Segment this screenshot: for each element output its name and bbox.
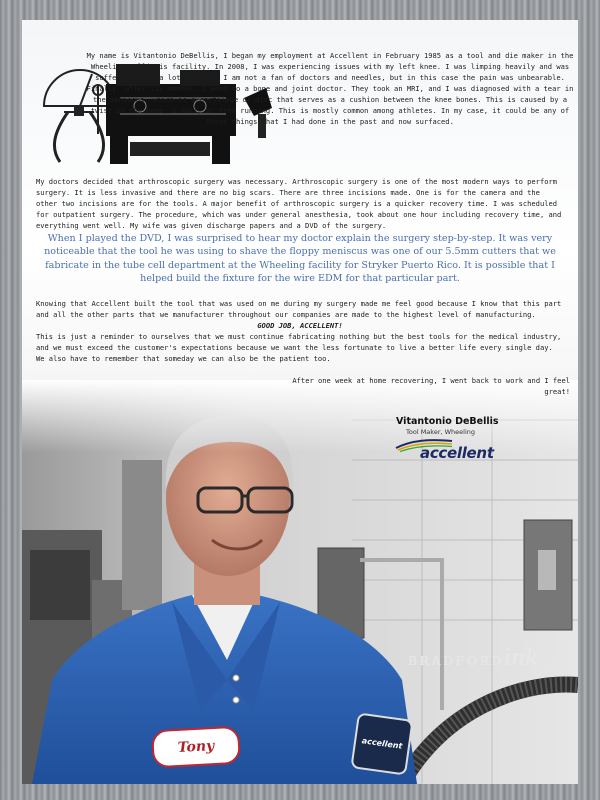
employee-caption <box>394 416 554 462</box>
story-reminder: This is just a reminder to ourselves that we must continue fabricating nothing but the best tools for the medical industry, and we must exceed the customer's expectations because we want the less fortunate to live a better life every single day. We also have to remember that someday we can also be the patient too. <box>36 332 562 363</box>
story-closing: After one week at home recovering, I went back to work and I feel great! <box>292 376 570 396</box>
employee-name: Vitantonio DeBellis <box>396 416 499 427</box>
good-job-heading: GOOD JOB, ACCELLENT! <box>257 321 343 330</box>
name-badge: Tony <box>151 726 241 769</box>
company-logo <box>394 438 554 462</box>
story-pride <box>36 298 564 364</box>
story-intro: My name is Vitantonio DeBellis, I began my employment at Accellent in February 1985 as a tool and die maker in the Wheeling, Illinois facility. In 2008, I was experiencing issues with my left knee. I was limping heavily and was suffering from a lot of pain. I am not a fan of doctors and needles, but in this case the pain was unbearable. Finally, after six months, I went to a bone and joint doctor. They took an MRI, and I was diagnosed with a tear in the meniscus, which is a cartilage or disc that serves as a cushion between the knee bones. This is caused by a twist in the knee, a fall, or from running. This is mostly common among athletes. In my case, it could be any of these things that I had done in the past and now surfaced. <box>86 51 574 126</box>
company-logo-text: accellent <box>420 444 494 462</box>
bradford-ink-credit <box>408 646 558 671</box>
plaque-panel <box>22 20 578 784</box>
chest-patch: accellent <box>350 712 413 775</box>
story-surgery: My doctors decided that arthroscopic surgery was necessary. Arthroscopic surgery is one of the most modern ways to perform surgery. It is less invasive and there are no big scars. There are three incisions made. One is for the camera and the other two incisions are for the tools. A major benefit of arthroscopic surgery is a quicker recovery time. I was scheduled for outpatient surgery. The procedure, which was under general anesthesia, took about one hour including recovery time, and everything went well. My wife was given discharge papers and a DVD of the surgery. <box>36 177 562 230</box>
credit-brand: BRADFORD <box>408 653 505 668</box>
employee-title: Tool Maker, Wheeling <box>406 428 476 436</box>
story-highlight: When I played the DVD, I was surprised to hear my doctor explain the surgery step-by-step. It was very noticeable that the tool he was using to shave the floppy meniscus was one of our 5.5mm cutters that we fabricate in the tube cell department at the Wheeling facility for Stryker Puerto Rico. It is possible that I helped build the fixture for the wire EDM for that particular part. <box>44 233 556 284</box>
credit-suffix: LLC <box>542 660 559 667</box>
story-pride-text: Knowing that Accellent built the tool that was used on me during my surgery made me feel good because I know that this part and all the other parts that we manufacturer throughout our companies are made to the highest level of manufacturing. <box>36 299 562 319</box>
credit-ink: ink <box>504 646 539 671</box>
